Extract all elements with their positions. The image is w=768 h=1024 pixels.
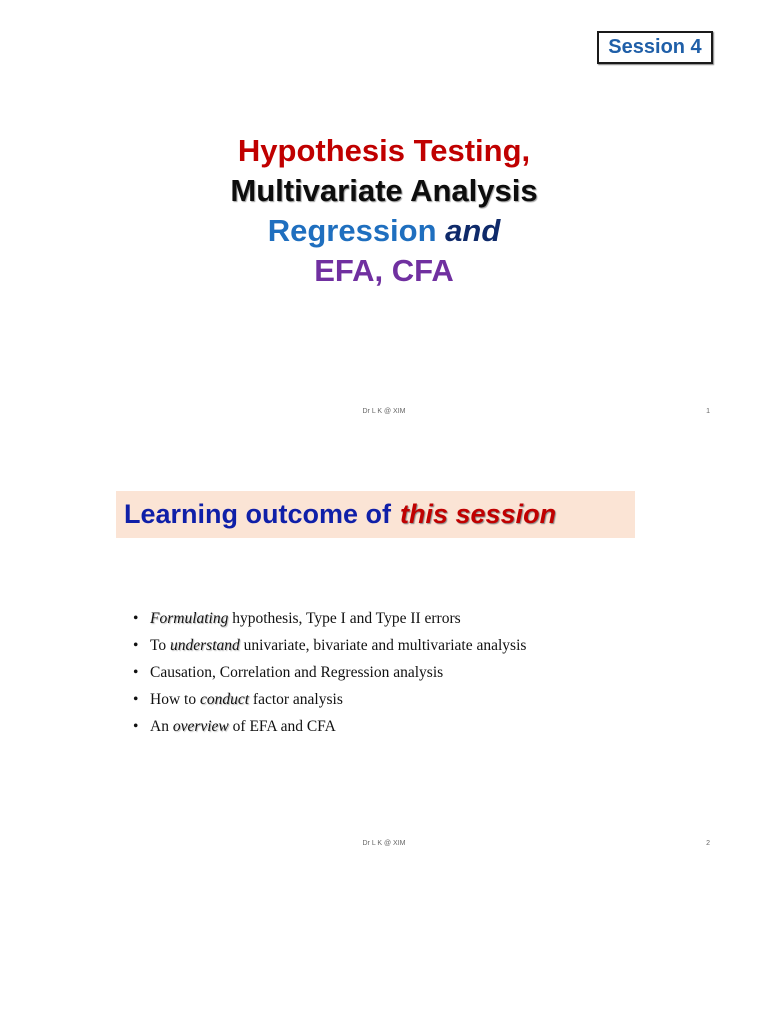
learning-outcome-emphasis: this session — [400, 499, 557, 529]
slide-1 — [0, 0, 768, 432]
bullet-prefix: An — [150, 718, 173, 735]
session-badge: Session 4 — [597, 31, 713, 64]
bullet-text: hypothesis, Type I and Type II errors — [228, 610, 461, 627]
bullet-icon: • — [133, 664, 139, 681]
bullet-text: univariate, bivariate and multivariate analysis — [239, 637, 527, 654]
bullet-text: of EFA and CFA — [228, 718, 336, 735]
bullet-emphasis: understand — [170, 637, 240, 654]
learning-outcome-list — [133, 609, 613, 744]
list-item — [133, 717, 613, 736]
title-line-hypothesis: Hypothesis Testing, — [237, 133, 531, 168]
title-block — [0, 131, 768, 291]
title-line-regression — [0, 211, 768, 251]
bullet-prefix: How to — [150, 691, 200, 708]
bullet-prefix: To — [150, 637, 171, 654]
slide-1-footer: Dr L K @ XIM — [362, 408, 406, 415]
bullet-icon: • — [133, 691, 139, 708]
slide-2-footer: Dr L K @ XIM — [362, 840, 406, 847]
bullet-icon: • — [133, 637, 139, 654]
learning-outcome-banner — [116, 491, 635, 538]
bullet-emphasis: overview — [172, 718, 229, 735]
bullet-emphasis: conduct — [199, 691, 250, 708]
list-item — [133, 609, 613, 628]
bullet-text: Causation, Correlation and Regression analysis — [150, 664, 444, 681]
learning-outcome-heading: Learning outcome of — [124, 499, 392, 529]
bullet-icon: • — [133, 610, 139, 627]
list-item — [133, 636, 613, 655]
bullet-emphasis: Formulating — [150, 610, 229, 627]
bullet-icon: • — [133, 718, 139, 735]
title-line-efa-cfa: EFA, CFA — [314, 253, 454, 288]
title-regression-word: Regression — [267, 213, 437, 248]
title-line-multivariate: Multivariate Analysis — [230, 173, 538, 208]
list-item — [133, 690, 613, 709]
slide-2 — [0, 432, 768, 864]
title-and-word: and — [445, 213, 501, 248]
slide-1-page-number: 1 — [706, 408, 710, 415]
bullet-text: factor analysis — [249, 691, 343, 708]
slide-2-page-number: 2 — [706, 840, 710, 847]
list-item — [133, 663, 613, 682]
